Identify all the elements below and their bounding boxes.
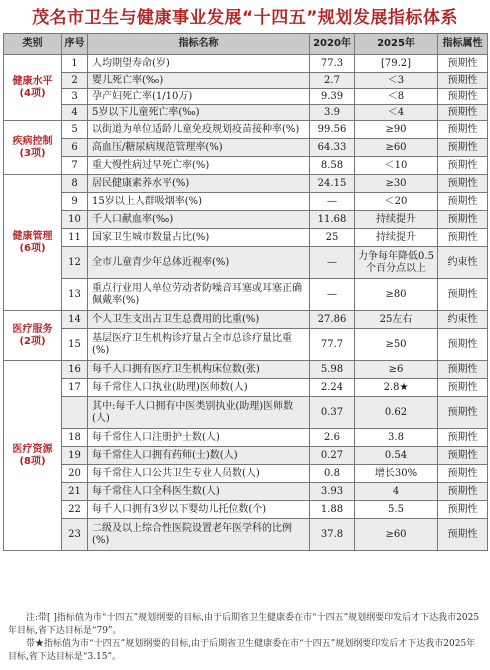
indicator-name: 15岁以上人群吸烟率(%) <box>88 193 310 211</box>
target-2025: [79.2] <box>355 55 438 73</box>
target-2025: ＜20 <box>355 193 438 211</box>
value-2020: — <box>310 279 355 311</box>
indicator-name: 居民健康素养水平(%) <box>88 175 310 193</box>
row-number: 19 <box>62 447 88 465</box>
category-count: (8项) <box>19 455 46 467</box>
table-row <box>4 501 488 519</box>
indicator-attribute: 预期性 <box>438 193 488 211</box>
row-number: 16 <box>62 361 88 379</box>
table-row <box>4 397 488 429</box>
table-row <box>4 211 488 229</box>
indicator-name: 每千常住人口拥有药师(士)数(人) <box>88 447 310 465</box>
indicator-attribute: 预期性 <box>438 121 488 139</box>
indicator-attribute: 预期性 <box>438 229 488 247</box>
target-2025: 增长30% <box>355 465 438 483</box>
indicator-attribute: 约束性 <box>438 311 488 329</box>
value-2020: — <box>310 193 355 211</box>
header-2020: 2020年 <box>310 34 355 55</box>
indicator-attribute: 预期性 <box>438 519 488 551</box>
category-count: (2项) <box>19 335 46 347</box>
category-count: (3项) <box>19 147 46 159</box>
indicator-name: 每千常住人口公共卫生专业人员数(人) <box>88 465 310 483</box>
indicator-attribute: 预期性 <box>438 89 488 105</box>
table-row <box>4 447 488 465</box>
target-2025: 持续提升 <box>355 229 438 247</box>
indicator-name: 重点行业用人单位劳动者防噪音耳塞或耳塞正确佩戴率(%) <box>88 279 310 311</box>
indicator-attribute: 预期性 <box>438 55 488 73</box>
category-cell <box>4 121 62 175</box>
value-2020: 0.27 <box>310 447 355 465</box>
value-2020: 0.8 <box>310 465 355 483</box>
indicator-name: 每千常住人口全科医生数(人) <box>88 483 310 501</box>
indicator-attribute: 预期性 <box>438 447 488 465</box>
header-indicator-name: 指标名称 <box>88 34 310 55</box>
row-number: 23 <box>62 519 88 551</box>
indicator-name: 个人卫生支出占卫生总费用的比重(%) <box>88 311 310 329</box>
category-cell <box>4 55 62 121</box>
table-row <box>4 247 488 279</box>
indicator-name: 国家卫生城市数量占比(%) <box>88 229 310 247</box>
indicator-attribute: 预期性 <box>438 361 488 379</box>
row-number: 8 <box>62 175 88 193</box>
footnote-2: 带★指标值为市“十四五”规划纲要的目标,由于后期省卫生健康委在市“十四五”规划纲要印发后才下达我市2025年目标,省下达目标是“3.15”。 <box>8 639 476 662</box>
indicator-attribute: 预期性 <box>438 397 488 429</box>
category-count: (6项) <box>19 242 46 254</box>
value-2020: 8.58 <box>310 157 355 175</box>
row-number: 13 <box>62 279 88 311</box>
indicator-attribute: 预期性 <box>438 483 488 501</box>
indicator-attribute: 预期性 <box>438 175 488 193</box>
indicator-name: 其中:每千人口拥有中医类别执业(助理)医师数(人) <box>88 397 310 429</box>
value-2020: 24.15 <box>310 175 355 193</box>
row-number: 7 <box>62 157 88 175</box>
table-row <box>4 229 488 247</box>
target-2025: ≥90 <box>355 121 438 139</box>
target-2025: ＜8 <box>355 89 438 105</box>
header-category: 类别 <box>4 34 62 55</box>
header-2025: 2025年 <box>355 34 438 55</box>
target-2025: ＜4 <box>355 105 438 121</box>
table-row <box>4 379 488 397</box>
table-row <box>4 483 488 501</box>
indicator-attribute: 预期性 <box>438 139 488 157</box>
table-row <box>4 157 488 175</box>
value-2020: 77.7 <box>310 329 355 361</box>
value-2020: 77.3 <box>310 55 355 73</box>
footnote-1: 注:带[ ]指标值为市“十四五”规划纲要的目标,由于后期省卫生健康委在市“十四五”规划纲要印发后才下达我市2025年目标,省下达目标是“79”。 <box>8 613 480 636</box>
indicator-name: 孕产妇死亡率(1/10万) <box>88 89 310 105</box>
value-2020: 5.98 <box>310 361 355 379</box>
row-number: 22 <box>62 501 88 519</box>
category-cell <box>4 361 62 551</box>
category-count: (4项) <box>19 87 46 99</box>
indicator-attribute: 约束性 <box>438 247 488 279</box>
table-row <box>4 73 488 89</box>
indicator-name: 基层医疗卫生机构诊疗量占全市总诊疗量比重(%) <box>88 329 310 361</box>
row-number: 3 <box>62 89 88 105</box>
value-2020: 3.9 <box>310 105 355 121</box>
header-attribute: 指标属性 <box>438 34 488 55</box>
table-row <box>4 175 488 193</box>
category-name: 医疗服务 <box>12 323 53 335</box>
indicator-table <box>3 33 488 551</box>
table-row <box>4 279 488 311</box>
table-row <box>4 121 488 139</box>
target-2025: 2.8★ <box>355 379 438 397</box>
indicator-name: 每千人口拥有3岁以下婴幼儿托位数(个) <box>88 501 310 519</box>
footnotes <box>8 612 482 664</box>
target-2025: 3.8 <box>355 429 438 447</box>
value-2020: 2.7 <box>310 73 355 89</box>
row-number <box>62 397 88 429</box>
target-2025: ≥30 <box>355 175 438 193</box>
indicator-name: 全市儿童青少年总体近视率(%) <box>88 247 310 279</box>
category-name: 医疗资源 <box>12 443 53 455</box>
target-2025: 持续提升 <box>355 211 438 229</box>
target-2025: ≥50 <box>355 329 438 361</box>
target-2025: 5.5 <box>355 501 438 519</box>
indicator-name: 千人口献血率(‰) <box>88 211 310 229</box>
row-number: 20 <box>62 465 88 483</box>
category-cell <box>4 311 62 361</box>
indicator-attribute: 预期性 <box>438 279 488 311</box>
value-2020: 1.88 <box>310 501 355 519</box>
indicator-name: 高血压/糖尿病规范管理率(%) <box>88 139 310 157</box>
indicator-name: 5岁以下儿童死亡率(‰) <box>88 105 310 121</box>
indicator-attribute: 预期性 <box>438 73 488 89</box>
category-name: 健康管理 <box>12 230 53 242</box>
table-row <box>4 519 488 551</box>
table-row <box>4 139 488 157</box>
target-2025: 25左右 <box>355 311 438 329</box>
value-2020: 11.68 <box>310 211 355 229</box>
table-row <box>4 105 488 121</box>
header-number: 序号 <box>62 34 88 55</box>
indicator-attribute: 预期性 <box>438 501 488 519</box>
row-number: 18 <box>62 429 88 447</box>
row-number: 15 <box>62 329 88 361</box>
row-number: 2 <box>62 73 88 89</box>
indicator-name: 每千常住人口注册护士数(人) <box>88 429 310 447</box>
indicator-name: 每千人口拥有医疗卫生机构床位数(张) <box>88 361 310 379</box>
row-number: 21 <box>62 483 88 501</box>
indicator-attribute: 预期性 <box>438 465 488 483</box>
row-number: 12 <box>62 247 88 279</box>
indicator-name: 婴儿死亡率(‰) <box>88 73 310 89</box>
row-number: 10 <box>62 211 88 229</box>
indicator-attribute: 预期性 <box>438 329 488 361</box>
category-name: 疾病控制 <box>12 135 53 147</box>
indicator-name: 重大慢性病过早死亡率(%) <box>88 157 310 175</box>
value-2020: 25 <box>310 229 355 247</box>
category-cell <box>4 175 62 311</box>
table-row <box>4 311 488 329</box>
table-row <box>4 329 488 361</box>
table-row <box>4 193 488 211</box>
target-2025: 0.62 <box>355 397 438 429</box>
table-row <box>4 89 488 105</box>
table-row <box>4 55 488 73</box>
target-2025: 力争每年降低0.5个百分点以上 <box>355 247 438 279</box>
indicator-name: 二级及以上综合性医院设置老年医学科的比例(%) <box>88 519 310 551</box>
row-number: 6 <box>62 139 88 157</box>
value-2020: 9.39 <box>310 89 355 105</box>
row-number: 14 <box>62 311 88 329</box>
row-number: 17 <box>62 379 88 397</box>
value-2020: 99.56 <box>310 121 355 139</box>
category-name: 健康水平 <box>12 75 53 87</box>
target-2025: 4 <box>355 483 438 501</box>
table-row <box>4 361 488 379</box>
row-number: 5 <box>62 121 88 139</box>
indicator-attribute: 预期性 <box>438 157 488 175</box>
target-2025: ≥60 <box>355 139 438 157</box>
value-2020: 27.86 <box>310 311 355 329</box>
row-number: 1 <box>62 55 88 73</box>
row-number: 9 <box>62 193 88 211</box>
table-body <box>4 55 488 551</box>
indicator-name: 每千常住人口执业(助理)医师数(人) <box>88 379 310 397</box>
indicator-attribute: 预期性 <box>438 429 488 447</box>
target-2025: ≥6 <box>355 361 438 379</box>
indicator-name: 以街道为单位适龄儿童免疫规划疫苗接种率(%) <box>88 121 310 139</box>
value-2020: 0.37 <box>310 397 355 429</box>
row-number: 11 <box>62 229 88 247</box>
table-row <box>4 429 488 447</box>
target-2025: ＜10 <box>355 157 438 175</box>
table-header-row <box>4 34 488 55</box>
indicator-name: 人均期望寿命(岁) <box>88 55 310 73</box>
target-2025: ＜3 <box>355 73 438 89</box>
page-title: 茂名市卫生与健康事业发展“十四五”规划发展指标体系 <box>32 8 458 28</box>
row-number: 4 <box>62 105 88 121</box>
value-2020: 3.93 <box>310 483 355 501</box>
value-2020: 2.6 <box>310 429 355 447</box>
indicator-attribute: 预期性 <box>438 211 488 229</box>
indicator-attribute: 预期性 <box>438 105 488 121</box>
table-row <box>4 465 488 483</box>
value-2020: 37.8 <box>310 519 355 551</box>
target-2025: ≥80 <box>355 279 438 311</box>
value-2020: 2.24 <box>310 379 355 397</box>
value-2020: — <box>310 247 355 279</box>
target-2025: 0.54 <box>355 447 438 465</box>
target-2025: ≥60 <box>355 519 438 551</box>
indicator-attribute: 预期性 <box>438 379 488 397</box>
value-2020: 64.33 <box>310 139 355 157</box>
